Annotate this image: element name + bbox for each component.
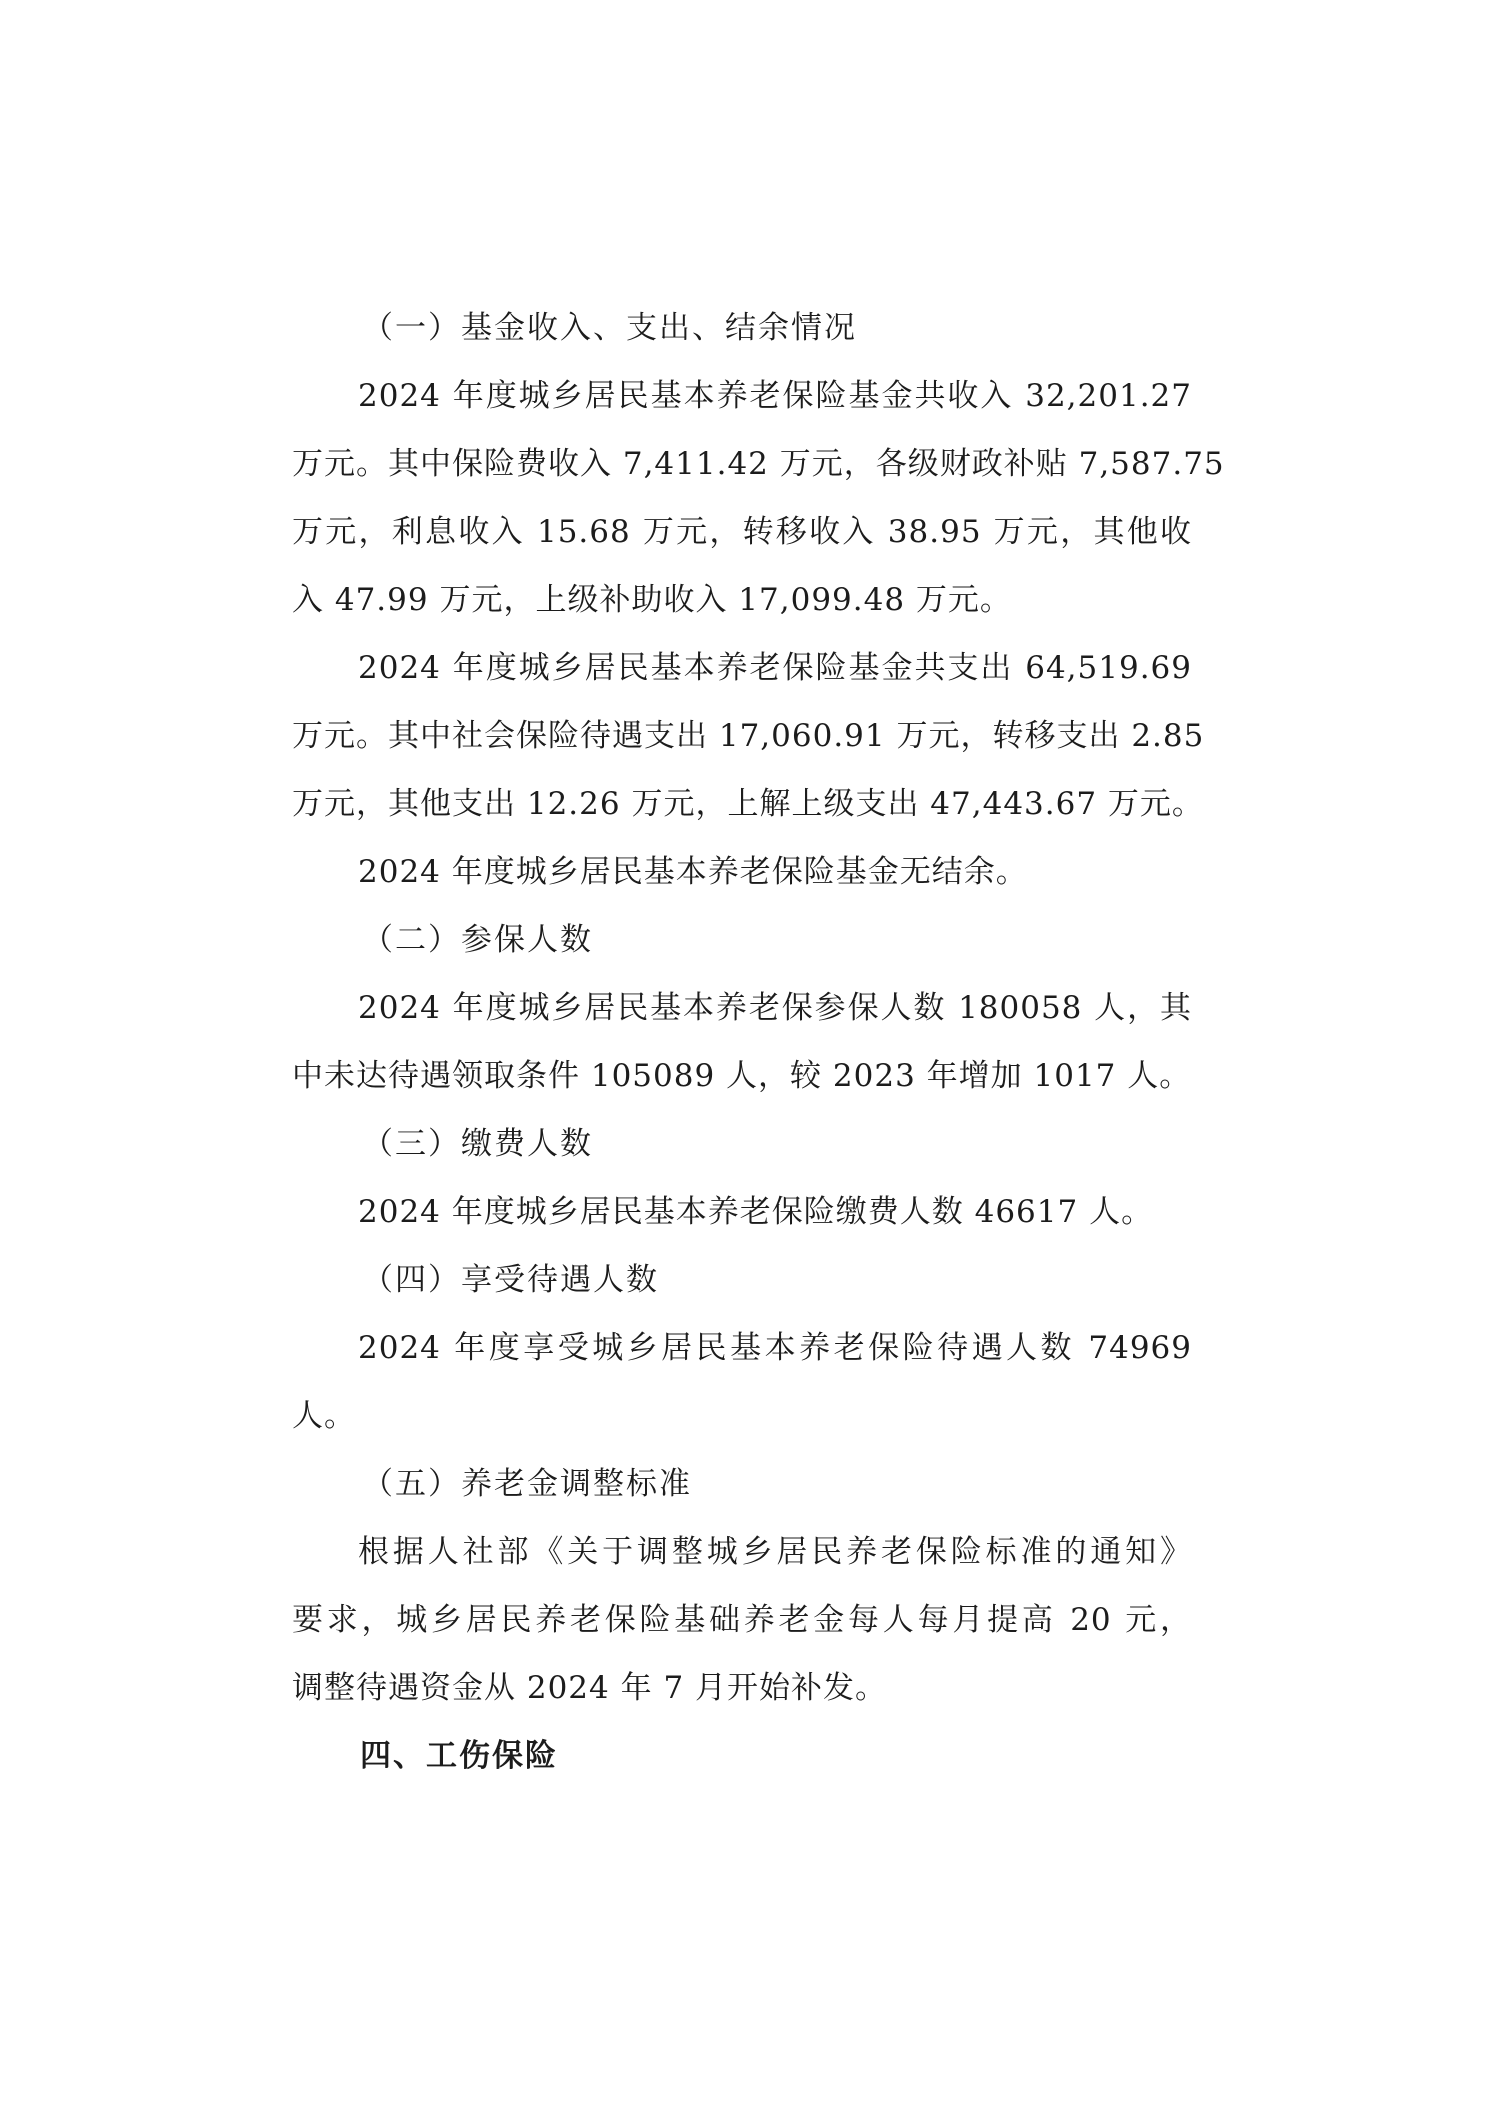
- section-heading-insured: （二）参保人数: [362, 922, 593, 958]
- paragraph-line: 入 47.99 万元，上级补助收入 17,099.48 万元。: [292, 582, 1012, 618]
- paragraph-line: 人。: [292, 1398, 356, 1434]
- paragraph-line: 2024 年度城乡居民基本养老保险基金无结余。: [358, 854, 1028, 890]
- paragraph-line: 2024 年度享受城乡居民基本养老保险待遇人数 74969: [358, 1330, 1192, 1366]
- paragraph-line: 2024 年度城乡居民基本养老保险基金共支出 64,519.69: [358, 650, 1192, 686]
- paragraph-line: 万元，利息收入 15.68 万元，转移收入 38.95 万元，其他收: [292, 514, 1192, 550]
- paragraph-line: 调整待遇资金从 2024 年 7 月开始补发。: [292, 1670, 888, 1706]
- document-body: [292, 308, 1225, 1804]
- section-heading-beneficiaries: （四）享受待遇人数: [362, 1262, 659, 1298]
- paragraph-line: 要求，城乡居民养老保险基础养老金每人每月提高 20 元，: [292, 1602, 1192, 1638]
- section-heading-payers: （三）缴费人数: [362, 1126, 593, 1162]
- section-heading-fund: （一）基金收入、支出、结余情况: [362, 310, 857, 346]
- paragraph-line: 万元，其他支出 12.26 万元，上解上级支出 47,443.67 万元。: [292, 786, 1204, 822]
- paragraph-line: 根据人社部《关于调整城乡居民养老保险标准的通知》: [358, 1534, 1192, 1570]
- paragraph-line: 万元。其中保险费收入 7,411.42 万元，各级财政补贴 7,587.75: [292, 446, 1225, 482]
- paragraph-line: 万元。其中社会保险待遇支出 17,060.91 万元，转移支出 2.85: [292, 718, 1205, 754]
- section-heading-work-injury: 四、工伤保险: [360, 1738, 558, 1774]
- paragraph-line: 2024 年度城乡居民基本养老保险基金共收入 32,201.27: [358, 378, 1192, 414]
- section-heading-pension-adjustment: （五）养老金调整标准: [362, 1466, 692, 1502]
- paragraph-line: 2024 年度城乡居民基本养老保险缴费人数 46617 人。: [358, 1194, 1154, 1230]
- paragraph-line: 2024 年度城乡居民基本养老保参保人数 180058 人，其: [358, 990, 1192, 1026]
- paragraph-line: 中未达待遇领取条件 105089 人，较 2023 年增加 1017 人。: [292, 1058, 1192, 1094]
